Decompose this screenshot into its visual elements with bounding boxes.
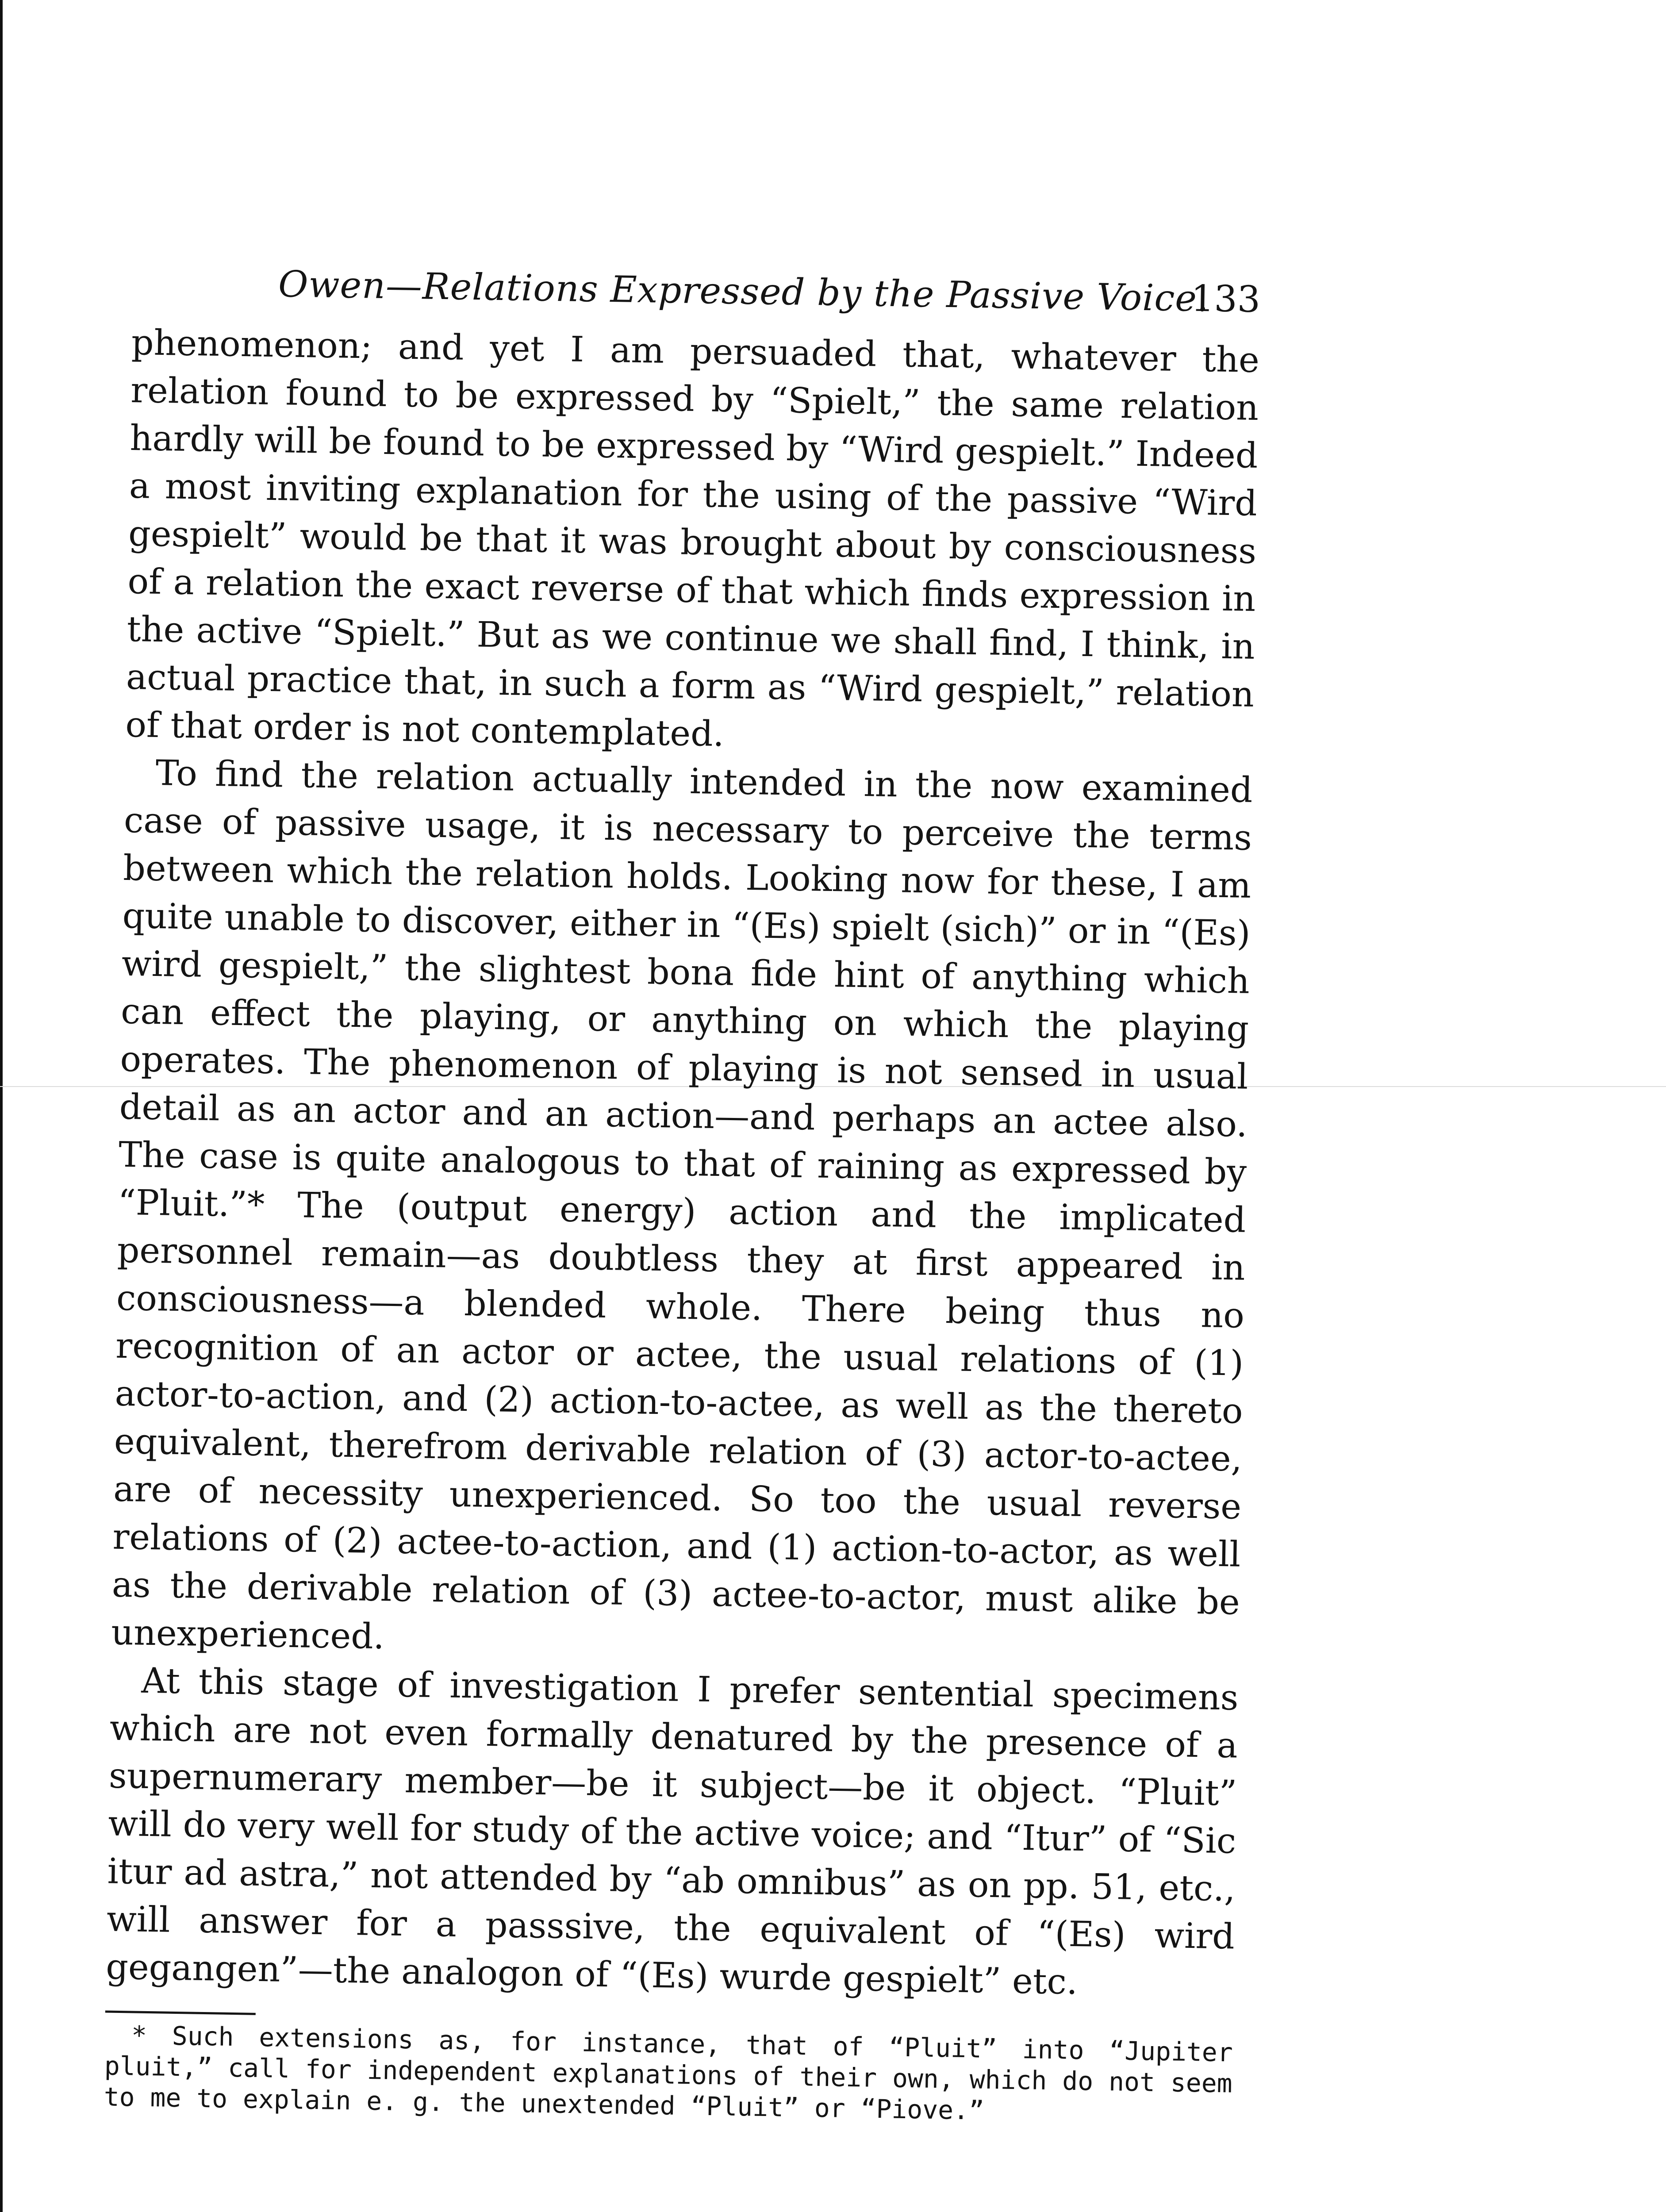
running-head-title: Owen—Relations Expressed by the Passive Voice. (278, 263, 1209, 320)
body-text (106, 319, 1260, 2008)
paragraph-3: At this stage of investigation I prefer sentential specimens which are not even formally denatured by the presence of a supernumerary member—be it subject—be it object. “Pluit” will do very well for study of the active voice; and “Itur” of “Sic itur ad astra,” not attended by “ab omnibus” as on pp. 51, etc., will answer for a passsive, the equivalent of “(Es) wird gegangen”—the analogon of “(Es) wurde gespielt” etc. (105, 1660, 1239, 2003)
paragraph-1: phenomenon; and yet I am persuaded that, whatever the relation found to be expressed by “Spielt,” the same relation hardly will be found to be expressed by “Wird gespielt.” Indeed a most inviting explanation for the using of the passive “Wird gespielt” would be that it was brought about by consciousness of a relation the exact reverse of that which finds expression in the active “Spielt.” But as we continue we shall find, I think, in actual practice that, in such a form as “Wird gespielt,” relation of that order is not contemplated. (125, 322, 1260, 755)
footnote-rule (105, 2011, 256, 2015)
paragraph-2: To find the relation actually intended in the now examined case of passive usage, it is necessary to perceive the terms between which the relation holds. Looking now for these, I am quite unable to discover, either in “(Es) spielt (sich)” or in “(Es) wird gespielt,” the slightest bona fide hint of anything which can effect the playing, or anything on which the playing operates. The phenomenon of playing is not sensed in usual detail as an actor and an action—and perhaps an actee also. The case is quite analogous to that of raining as expressed by “Pluit.”* The (output energy) action and the implicated personnel remain—as doubtless they at first appeared in consciousness—a blended whole. There being thus no recognition of an actor or actee, the usual relations of (1) actor-to-action, and (2) action-to-actee, as well as the thereto equivalent, therefrom derivable relation of (3) actor-to-actee, are of necessity unexperienced. So too the usual reverse relations of (2) actee-to-action, and (1) action-to-actor, as well as the derivable relation of (3) actee-to-actor, must alike be unexperienced. (111, 752, 1253, 1657)
footnote: * Such extensions as, for instance, that of “Pluit” into “Jupiter pluit,” call for independent explanations of their own, which do not seem to me to explain e. g. the unextended “Pluit” or “Piove.” (104, 2020, 1233, 2126)
page-number: 133 (1190, 277, 1261, 321)
page-content (104, 261, 1260, 2130)
scan-edge-left (0, 0, 3, 2212)
